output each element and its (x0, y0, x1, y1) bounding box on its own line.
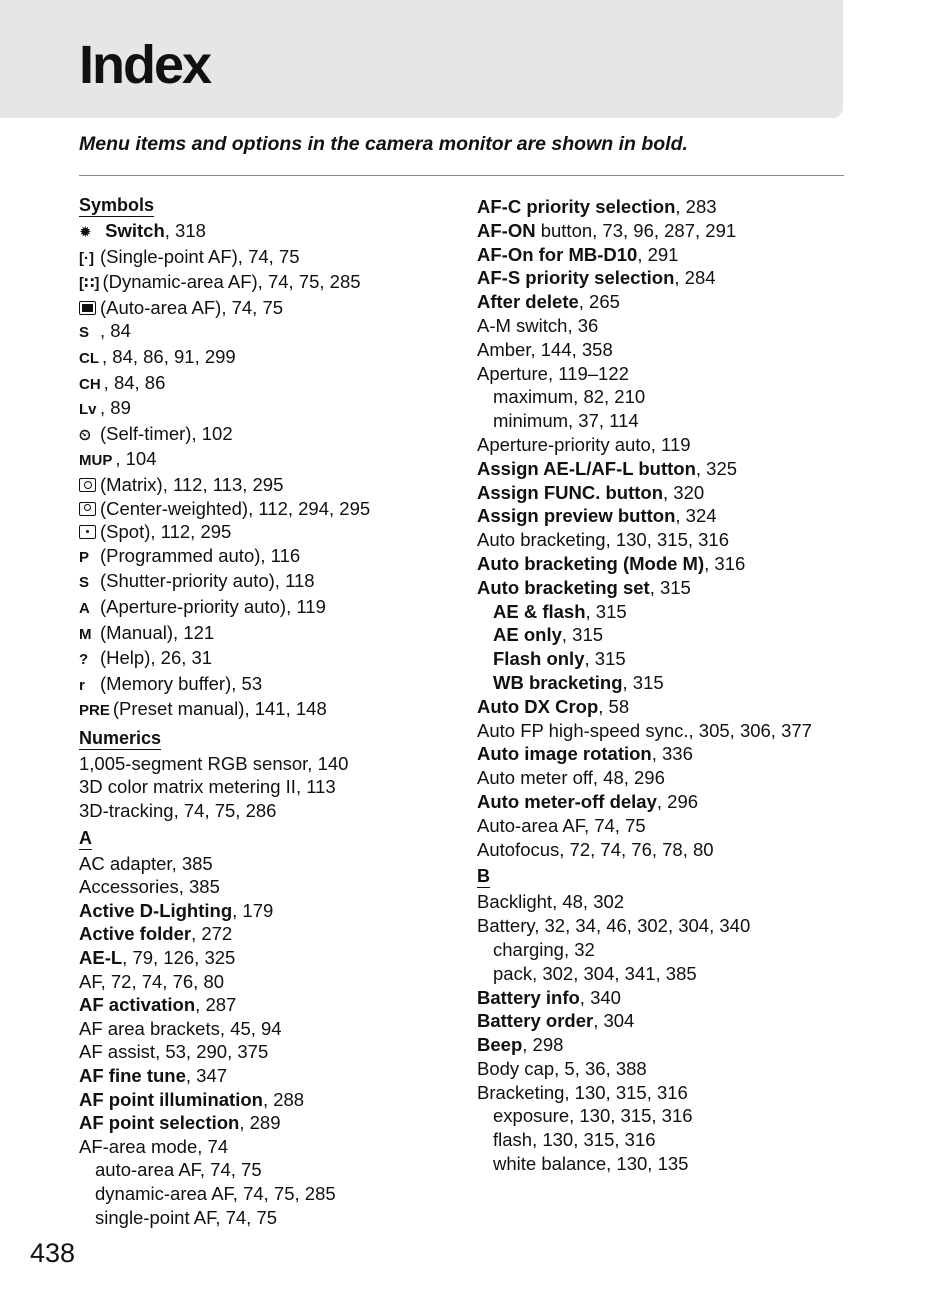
aperture-priority-icon: A (79, 599, 90, 617)
entry-pages: , 130, 315, 316 (532, 1129, 656, 1151)
index-entry (79, 1158, 464, 1182)
continuous-high-icon: CH (79, 375, 101, 393)
index-entry (477, 623, 917, 647)
index-entry (477, 814, 917, 838)
entry-pages: , 284 (674, 267, 716, 289)
entry-term: Battery order (477, 1010, 594, 1032)
a-entries-continued-list (477, 195, 917, 861)
entry-pages: , 347 (185, 1065, 228, 1086)
self-timer-icon: ⏲ (79, 426, 91, 444)
entry-pages: , 32, 34, 46, 302, 304, 340 (534, 915, 751, 937)
index-entry (79, 569, 464, 595)
index-entry (477, 1057, 917, 1081)
index-entry (477, 433, 917, 457)
entry-term: Auto DX Crop (477, 695, 599, 717)
index-entry (477, 385, 917, 409)
symbols-list (79, 219, 464, 723)
entry-term: (Memory buffer) (100, 672, 232, 694)
entry-term: AE & flash (493, 600, 586, 622)
entry-pages: , 320 (663, 481, 705, 503)
entry-term: AF-C priority selection (477, 196, 676, 217)
index-entry (79, 946, 464, 970)
page-number: 438 (30, 1238, 76, 1268)
programmed-auto-icon: P (79, 548, 90, 566)
index-entry (79, 544, 464, 570)
entry-term: (Self-timer) (100, 422, 192, 444)
entry-pages: , 36 (567, 314, 599, 336)
entry-pages: , 291 (637, 243, 679, 265)
entry-pages: , 296 (656, 790, 699, 812)
entry-term: flash (493, 1129, 533, 1151)
entry-pages: , 74, 75 (215, 1206, 278, 1228)
entry-pages: , 5, 36, 388 (554, 1057, 647, 1079)
entry-pages: , 74, 75, 286 (173, 800, 277, 822)
index-entry (477, 719, 917, 743)
entry-term: (Dynamic-area AF) (102, 271, 258, 293)
index-entry (477, 914, 917, 938)
index-entry (79, 899, 464, 923)
entry-pages: , 48, 296 (592, 767, 665, 789)
b-entries-list (477, 890, 917, 1176)
entry-pages: , 141, 148 (244, 698, 327, 720)
index-entry (79, 852, 464, 876)
entry-pages: , 287 (195, 994, 237, 1016)
entry-pages: , 316 (704, 552, 746, 574)
entry-pages: , 82, 210 (573, 386, 646, 408)
index-entry (477, 457, 917, 481)
mirror-up-icon: MUP (79, 452, 113, 470)
entry-pages: , 315 (584, 648, 626, 670)
index-entry (79, 1135, 464, 1159)
entry-term: (Preset manual) (112, 698, 245, 720)
index-entry (79, 1182, 464, 1206)
entry-pages: , 72, 74, 76, 80 (100, 970, 225, 992)
entry-pages: , 53, 290, 375 (155, 1041, 269, 1063)
index-entry (477, 1081, 917, 1105)
entry-term: AE only (493, 624, 562, 646)
entry-pages: , 113 (295, 776, 336, 798)
index-entry (79, 245, 464, 271)
entry-pages: , 37, 114 (568, 410, 639, 432)
entry-pages: , 265 (578, 291, 620, 313)
entry-term: Accessories (79, 876, 179, 898)
entry-term: Switch (100, 220, 165, 241)
index-entry (477, 838, 917, 862)
index-entry (477, 314, 917, 338)
index-entry (79, 345, 464, 371)
entry-pages: , 84, 86 (103, 371, 166, 393)
entry-pages: , 315 (649, 576, 691, 598)
single-frame-icon: S (79, 324, 90, 342)
index-entry (79, 922, 464, 946)
entry-term: pack (493, 962, 533, 984)
entry-term: exposure (493, 1105, 570, 1127)
entry-term: 3D-tracking (79, 800, 174, 822)
index-entry (477, 552, 917, 576)
entry-pages: , 288 (262, 1088, 305, 1110)
entry-pages: , 119 (286, 595, 326, 617)
index-entry (79, 970, 464, 994)
index-entry (79, 875, 464, 899)
section-heading-b: B (477, 866, 490, 887)
index-entry (79, 1017, 464, 1041)
entry-pages: , 79, 126, 325 (122, 947, 236, 969)
entry-term: minimum (493, 410, 569, 432)
index-entry (477, 671, 917, 695)
entry-term: Amber (477, 338, 531, 360)
index-entry (477, 266, 917, 290)
index-entry (477, 290, 917, 314)
entry-pages: , 121 (173, 621, 215, 643)
index-column-right (477, 195, 917, 1176)
entry-term: Auto image rotation (477, 743, 652, 765)
entry-pages: , 304 (593, 1010, 635, 1032)
entry-pages: , 26, 31 (150, 647, 213, 669)
entry-term: AF point selection (79, 1112, 240, 1134)
page-title: Index (79, 35, 211, 95)
index-entry (477, 1009, 917, 1033)
entry-pages: , 140 (307, 752, 349, 774)
entry-pages: , 315 (585, 600, 627, 622)
entry-pages: , 130, 135 (606, 1153, 689, 1175)
index-column-left (79, 195, 464, 1229)
entry-pages: , 119–122 (547, 362, 629, 384)
entry-pages: , 116 (260, 544, 301, 566)
index-entry (79, 799, 464, 823)
entry-term: charging (493, 938, 564, 960)
entry-term: auto-area AF (95, 1159, 200, 1181)
index-entry (79, 319, 464, 345)
entry-term: AF activation (79, 994, 196, 1016)
entry-pages: , 289 (239, 1112, 281, 1134)
entry-term: dynamic-area AF (95, 1182, 233, 1204)
index-entry (477, 243, 917, 267)
entry-term: single-point AF (95, 1206, 216, 1228)
index-entry (79, 1040, 464, 1064)
entry-term: AF fine tune (79, 1065, 186, 1086)
numerics-list (79, 752, 464, 823)
entry-term: Auto meter-off delay (477, 790, 657, 812)
index-entry (79, 646, 464, 672)
entry-term: 3D color matrix metering II (79, 776, 296, 798)
index-entry (79, 775, 464, 799)
index-entry (477, 1128, 917, 1152)
entry-pages: , 84, 86, 91, 299 (102, 345, 236, 367)
entry-term: (Programmed auto) (100, 544, 261, 566)
entry-term: After delete (477, 291, 579, 313)
index-entry (79, 422, 464, 448)
entry-pages: , 74 (197, 1135, 229, 1157)
entry-pages: , 74, 75 (583, 814, 646, 836)
entry-pages: , 112, 295 (150, 521, 232, 543)
entry-term: (Spot) (100, 521, 151, 543)
index-entry (477, 576, 917, 600)
index-entry (79, 621, 464, 647)
continuous-low-icon: CL (79, 349, 99, 367)
entry-term: maximum (493, 386, 574, 408)
index-entry (79, 595, 464, 621)
entry-pages: , 32 (563, 938, 595, 960)
entry-term: (Center-weighted) (100, 497, 249, 519)
index-entry (79, 752, 464, 776)
index-entry (477, 695, 917, 719)
entry-term: (Shutter-priority auto) (100, 570, 275, 592)
entry-pages: , 118 (274, 570, 315, 592)
shutter-priority-icon: S (79, 574, 90, 592)
entry-pages: , 305, 306, 377 (688, 719, 812, 741)
entry-pages: , 74, 75 (237, 245, 300, 267)
entry-pages: , 58 (598, 695, 630, 717)
entry-pages: , 336 (651, 743, 693, 765)
section-heading-symbols: Symbols (79, 195, 155, 215)
entry-term: Battery info (477, 986, 580, 1008)
entry-term: Flash only (493, 648, 585, 670)
entry-pages: , 130, 315, 316 (605, 529, 730, 551)
index-entry (477, 504, 917, 528)
entry-term: (Single-point AF) (100, 245, 238, 267)
index-entry (477, 195, 917, 219)
entry-term: AE-L (79, 947, 123, 969)
entry-pages: , 340 (579, 986, 621, 1008)
entry-term: Assign AE-L/AF-L button (477, 457, 696, 479)
index-entry (477, 338, 917, 362)
index-entry (477, 938, 917, 962)
entry-term: Auto-area AF (477, 814, 584, 836)
index-entry (477, 742, 917, 766)
entry-pages: , 48, 302 (552, 891, 625, 913)
entry-pages: , 53 (231, 672, 263, 694)
entry-term: AF assist (79, 1041, 156, 1063)
entry-pages: , 74, 75 (221, 296, 284, 318)
entry-pages: , 318 (164, 220, 206, 241)
index-entry (79, 371, 464, 397)
index-entry (79, 1064, 464, 1088)
index-entry (477, 766, 917, 790)
entry-pages: , 130, 315, 316 (564, 1081, 688, 1103)
entry-term: Active D-Lighting (79, 899, 233, 921)
index-entry (477, 1033, 917, 1057)
index-entry (79, 672, 464, 698)
a-entries-list (79, 852, 464, 1230)
entry-pages: , 325 (695, 457, 738, 479)
entry-pages: , 272 (191, 923, 233, 945)
entry-term: Auto bracketing (477, 529, 606, 551)
entry-term: (Manual) (100, 621, 173, 643)
entry-term: AF-area mode (79, 1135, 198, 1157)
entry-term: A-M switch (477, 314, 568, 336)
entry-term: Aperture (477, 362, 548, 384)
index-entry (477, 986, 917, 1010)
index-entry (477, 962, 917, 986)
help-icon: ? (79, 651, 89, 669)
index-entry (79, 447, 464, 473)
matrix-metering-icon (79, 478, 96, 492)
entry-term: Assign FUNC. button (477, 481, 664, 503)
entry-term: AF-S priority selection (477, 267, 675, 289)
entry-term: WB bracketing (493, 671, 623, 693)
index-entry (477, 600, 917, 624)
entry-pages: , 385 (171, 852, 213, 874)
entry-term: AF (79, 970, 101, 992)
index-entry (79, 396, 464, 422)
index-entry (79, 697, 464, 723)
entry-term: Auto bracketing set (477, 576, 650, 598)
entry-term: AF area brackets (79, 1017, 220, 1039)
entry-pages: , 283 (675, 196, 717, 217)
index-entry (79, 296, 464, 320)
entry-term: Battery (477, 915, 535, 937)
index-entry (79, 1088, 464, 1112)
entry-term: Body cap (477, 1057, 555, 1079)
entry-term: (Matrix) (100, 473, 163, 495)
entry-term: white balance (493, 1153, 607, 1175)
index-entry (477, 219, 917, 243)
auto-area-af-icon (79, 301, 96, 315)
index-entry (79, 473, 464, 497)
index-entry (79, 497, 464, 521)
entry-pages: , 84 (100, 320, 131, 342)
entry-term: AC adapter (79, 852, 172, 874)
section-heading-a: A (79, 827, 92, 848)
entry-term: Backlight (477, 891, 553, 913)
entry-pages: , 315 (561, 624, 604, 646)
entry-pages: , 102 (191, 422, 233, 444)
entry-term: Aperture-priority auto (477, 433, 651, 455)
entry-pages: , 74, 75 (199, 1159, 262, 1181)
manual-mode-icon: M (79, 625, 92, 643)
entry-term: Auto bracketing (Mode M) (477, 552, 705, 574)
dynamic-area-af-icon: [∷] (79, 275, 100, 293)
entry-term: (Auto-area AF) (100, 296, 222, 318)
entry-term: (Help) (100, 647, 151, 669)
entry-pages: , 45, 94 (219, 1017, 282, 1039)
entry-pages: , 89 (100, 397, 131, 419)
index-entry (477, 362, 917, 386)
index-entry (79, 219, 464, 245)
index-entry (79, 993, 464, 1017)
entry-term: AF-On for MB-D10 (477, 243, 638, 265)
entry-term: AF point illumination (79, 1088, 263, 1110)
entry-pages: button, 73, 96, 287, 291 (535, 219, 737, 241)
entry-term: Assign preview button (477, 505, 676, 527)
entry-pages: , 302, 304, 341, 385 (532, 962, 697, 984)
index-entry (477, 481, 917, 505)
single-point-af-icon: [·] (79, 249, 94, 267)
entry-pages: , 144, 358 (530, 338, 613, 360)
entry-pages: , 112, 113, 295 (162, 473, 284, 495)
index-entry (477, 1152, 917, 1176)
intro-note: Menu items and options in the camera monitor are shown in bold. (79, 133, 688, 155)
live-view-icon: Lv (79, 401, 97, 419)
index-entry (477, 1104, 917, 1128)
entry-pages: , 104 (115, 448, 157, 470)
entry-term: Bracketing (477, 1081, 565, 1103)
entry-term: Beep (477, 1034, 523, 1056)
entry-pages: , 112, 294, 295 (248, 497, 371, 519)
memory-buffer-icon: r (79, 676, 85, 694)
spot-metering-icon (79, 525, 96, 539)
index-entry (477, 528, 917, 552)
index-entry (477, 790, 917, 814)
index-entry (477, 409, 917, 433)
entry-term: Auto meter off (477, 767, 593, 789)
entry-pages: , 119 (650, 433, 691, 455)
entry-pages: , 74, 75, 285 (257, 271, 361, 293)
illumination-icon: ✹ (79, 224, 92, 241)
entry-pages: , 74, 75, 285 (232, 1182, 336, 1204)
entry-pages: , 179 (232, 899, 274, 921)
entry-pages: , 298 (522, 1034, 564, 1056)
preset-manual-icon: PRE (79, 702, 110, 720)
entry-pages: , 315 (622, 671, 664, 693)
index-entry (79, 1206, 464, 1230)
section-heading-numerics: Numerics (79, 727, 162, 748)
entry-term: AF-ON (477, 219, 536, 241)
entry-term: (Aperture-priority auto) (100, 595, 287, 617)
entry-term: Auto FP high-speed sync. (477, 719, 689, 741)
index-entry (477, 890, 917, 914)
index-entry (79, 1111, 464, 1135)
entry-term: Autofocus (477, 838, 560, 860)
divider (79, 175, 844, 176)
entry-pages: , 324 (675, 505, 717, 527)
index-entry (477, 647, 917, 671)
entry-term: 1,005-segment RGB sensor (79, 752, 308, 774)
index-entry (79, 520, 464, 544)
entry-pages: , 130, 315, 316 (569, 1105, 693, 1127)
entry-term: Active folder (79, 923, 192, 945)
entry-pages: , 72, 74, 76, 78, 80 (559, 838, 714, 860)
index-entry (79, 270, 464, 296)
center-weighted-icon (79, 502, 96, 516)
entry-pages: , 385 (178, 876, 220, 898)
